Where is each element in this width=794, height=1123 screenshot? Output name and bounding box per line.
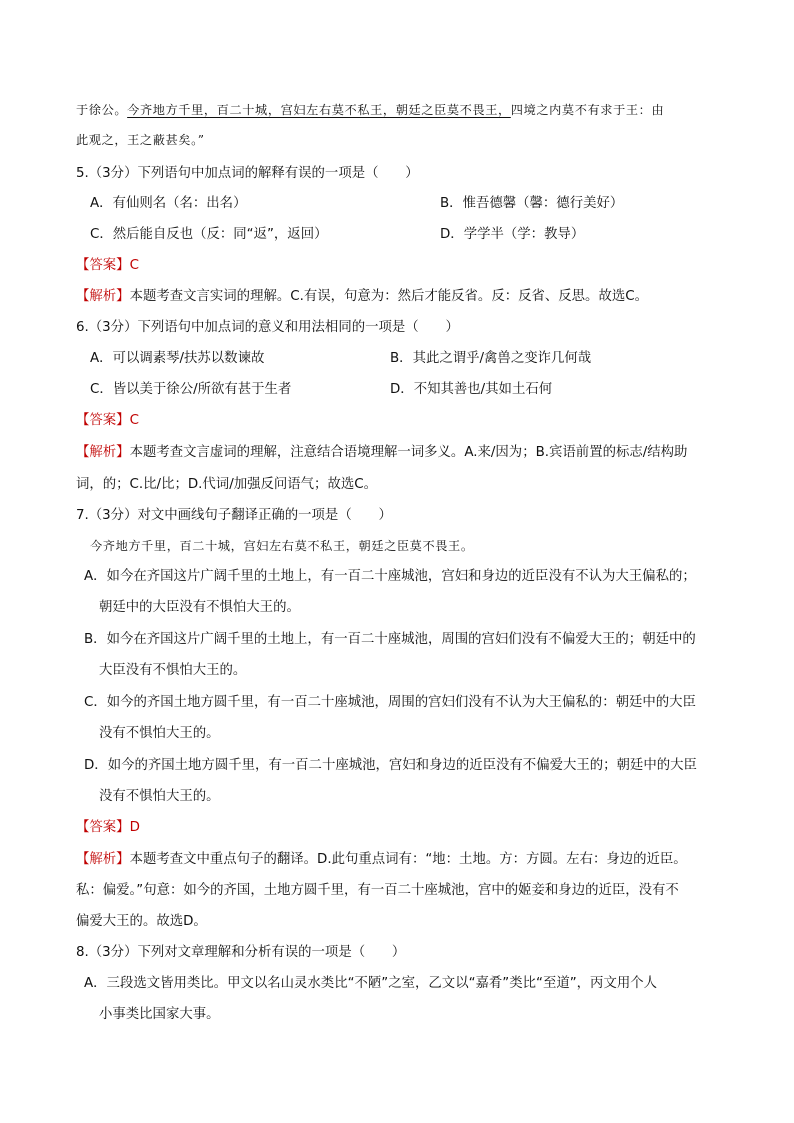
analysis-text: 本题考查文言虚词的理解，注意结合语境理解一词多义。A.来/因为；B.宾语前置的标志/结构助 <box>129 445 688 460</box>
question-7-option-a-line-1: A．如今在齐国这片广阔千里的土地上，有一百二十座城池，宫妇和身边的近臣没有不认为大王偏私的； <box>84 569 696 584</box>
question-7-option-b-line-1: B．如今在齐国这片广阔千里的土地上，有一百二十座城池，周围的宫妇们没有不偏爱大王的；朝廷中的 <box>84 632 696 647</box>
question-8-stem: 8.（3分）下列对文章理解和分析有误的一项是（ ） <box>76 945 406 960</box>
passage-text: 四境之内莫不有求于王：由 <box>510 103 665 117</box>
question-6-analysis-line-1 <box>76 443 687 463</box>
analysis-text: 本题考查文中重点句子的翻译。D.此句重点词有：“地：土地。方：方圆。左右：身边的近臣。 <box>129 852 687 867</box>
question-5-option-d: D．学学半（学：教导） <box>440 227 585 242</box>
question-7-option-c-line-2: 没有不惧怕大王的。 <box>99 726 220 741</box>
question-7-answer <box>76 818 140 838</box>
passage-text: 于徐公。 <box>76 103 128 117</box>
question-5-option-a: A．有仙则名（名：出名） <box>90 196 247 211</box>
answer-label: 【答案】 <box>76 820 130 835</box>
question-7-option-a-line-2: 朝廷中的大臣没有不惧怕大王的。 <box>99 600 300 615</box>
question-7-analysis-line-1 <box>76 850 687 870</box>
question-7-stem: 7.（3分）对文中画线句子翻译正确的一项是（ ） <box>76 508 392 523</box>
underlined-sentence: 今齐地方千里，百二十城，宫妇左右莫不私王，朝廷之臣莫不畏王， <box>127 103 511 117</box>
question-8-option-a-line-1: A．三段选文皆用类比。甲文以名山灵水类比“不陋”之室，乙文以“嘉肴”类比“至道”，丙文用个人 <box>84 976 658 991</box>
question-7-option-c-line-1: C．如今的齐国土地方圆千里，有一百二十座城池，周围的宫妇们没有不认为大王偏私的：朝廷中的大臣 <box>84 695 696 710</box>
question-6-analysis-line-2: 词，的；C.比/比；D.代词/加强反问语气；故选C。 <box>76 477 377 492</box>
question-5-option-c: C．然后能自反也（反：同“返”，返回） <box>90 227 328 242</box>
answer-label: 【答案】 <box>76 258 130 273</box>
question-7-option-b-line-2: 大臣没有不惧怕大王的。 <box>99 663 247 678</box>
answer-value: C <box>129 413 139 428</box>
answer-value: C <box>129 258 139 273</box>
question-5-stem: 5.（3分）下列语句中加点词的解释有误的一项是（ ） <box>76 166 419 181</box>
question-8-option-a-line-2: 小事类比国家大事。 <box>99 1007 220 1022</box>
passage-line-1 <box>76 100 664 120</box>
question-6-option-a: A．可以调素琴/扶苏以数谏故 <box>90 351 265 366</box>
passage-line-2: 此观之，王之蔽甚矣。” <box>76 133 205 147</box>
analysis-label: 【解析】 <box>76 852 130 867</box>
question-7-analysis-line-3: 偏爱大王的。故选D。 <box>76 914 207 929</box>
question-5-answer <box>76 256 139 276</box>
question-7-option-d-line-1: D．如今的齐国土地方圆千里，有一百二十座城池，宫妇和身边的近臣没有不偏爱大王的；朝廷中的大臣 <box>84 758 697 773</box>
analysis-text: 本题考查文言实词的理解。C.有误，句意为：然后才能反省。反：反省、反思。故选C。 <box>129 289 648 304</box>
question-6-stem: 6.（3分）下列语句中加点词的意义和用法相同的一项是（ ） <box>76 320 459 335</box>
answer-value: D <box>129 820 140 835</box>
question-7-quote: 今齐地方千里，百二十城，宫妇左右莫不私王，朝廷之臣莫不畏王。 <box>90 539 474 553</box>
question-6-option-d: D．不知其善也/其如土石何 <box>390 382 553 397</box>
analysis-label: 【解析】 <box>76 445 130 460</box>
question-6-option-c: C．皆以美于徐公/所欲有甚于生者 <box>90 382 292 397</box>
question-7-option-d-line-2: 没有不惧怕大王的。 <box>99 789 220 804</box>
question-5-analysis <box>76 287 648 307</box>
question-6-option-b: B．其此之谓乎/禽兽之变诈几何哉 <box>390 351 592 366</box>
question-6-answer <box>76 411 139 431</box>
analysis-label: 【解析】 <box>76 289 130 304</box>
answer-label: 【答案】 <box>76 413 130 428</box>
question-7-analysis-line-2: 私：偏爱。”句意：如今的齐国，土地方圆千里，有一百二十座城池，宫中的姬妾和身边的近臣，没有不 <box>76 883 679 898</box>
question-5-option-b: B．惟吾德馨（馨：德行美好） <box>440 196 624 211</box>
